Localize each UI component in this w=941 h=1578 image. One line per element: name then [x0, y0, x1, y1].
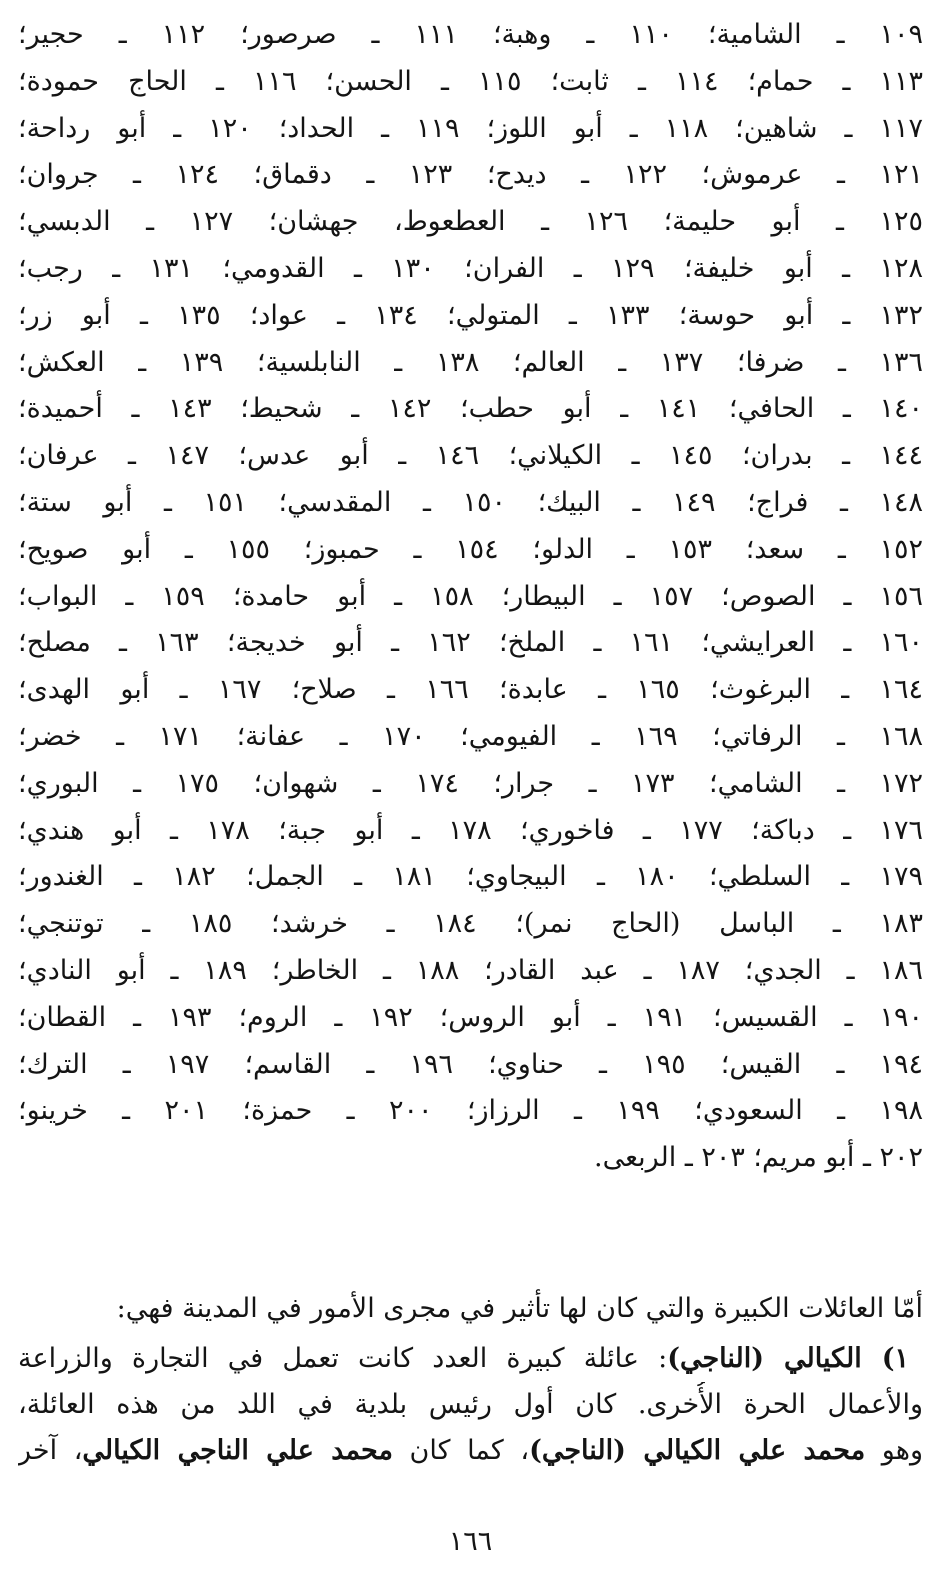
kayyali-paragraph [18, 1336, 923, 1474]
list-line: ١٩٤ ـ القيس؛ ١٩٥ ـ حناوي؛ ١٩٦ ـ القاسم؛ ١٩٧ ـ الترك؛ [18, 1048, 923, 1080]
family-heading: ١) الكيالي (الناجي) [667, 1343, 909, 1374]
list-line: ١٦٨ ـ الرفاتي؛ ١٦٩ ـ الفيومي؛ ١٧٠ ـ عفانة؛ ١٧١ ـ خضر؛ [18, 720, 923, 752]
list-line: ١٧٢ ـ الشامي؛ ١٧٣ ـ جرار؛ ١٧٤ ـ شهوان؛ ١٧٥ ـ البوري؛ [18, 767, 923, 799]
list-line: ١٤٤ ـ بدران؛ ١٤٥ ـ الكيلاني؛ ١٤٦ ـ أبو عدس؛ ١٤٧ ـ عرفان؛ [18, 440, 923, 472]
list-line: ١٩٠ ـ القسيس؛ ١٩١ ـ أبو الروس؛ ١٩٢ ـ الروم؛ ١٩٣ ـ القطان؛ [18, 1001, 923, 1033]
list-line: ١٩٨ ـ السعودي؛ ١٩٩ ـ الرزاز؛ ٢٠٠ ـ حمزة؛ ٢٠١ ـ خرينو؛ [18, 1095, 923, 1127]
list-line: ١٤٨ ـ فراج؛ ١٤٩ ـ البيك؛ ١٥٠ ـ المقدسي؛ ١٥١ ـ أبو ستة؛ [18, 486, 923, 518]
paragraph-text: ، آخر [18, 1435, 83, 1466]
paragraph-line [18, 1428, 923, 1474]
list-line: ٢٠٢ ـ أبو مريم؛ ٢٠٣ ـ الربعى. [594, 1142, 923, 1174]
list-line: ١١٧ ـ شاهين؛ ١١٨ ـ أبو اللوز؛ ١١٩ ـ الحداد؛ ١٢٠ ـ أبو رداحة؛ [18, 112, 923, 144]
intro-sentence: أمّا العائلات الكبيرة والتي كان لها تأثير في مجرى الأمور في المدينة فهي: [116, 1293, 923, 1324]
list-line: ١٥٦ ـ الصوص؛ ١٥٧ ـ البيطار؛ ١٥٨ ـ أبو حامدة؛ ١٥٩ ـ البواب؛ [18, 580, 923, 612]
list-line: ١١٣ ـ حمام؛ ١١٤ ـ ثابت؛ ١١٥ ـ الحسن؛ ١١٦ ـ الحاج حمودة؛ [18, 65, 923, 97]
list-line: ١٧٦ ـ دباكة؛ ١٧٧ ـ فاخوري؛ ١٧٨ ـ أبو جبة؛ ١٧٨ ـ أبو هندي؛ [18, 814, 923, 846]
person-name: محمد علي الكيالي (الناجي) [529, 1435, 866, 1466]
list-line: ١٦٤ ـ البرغوث؛ ١٦٥ ـ عابدة؛ ١٦٦ ـ صلاح؛ ١٦٧ ـ أبو الهدى؛ [18, 674, 923, 706]
person-name: محمد علي الناجي الكيالي [82, 1435, 393, 1466]
paragraph-text: : عائلة كبيرة العدد كانت تعمل في التجارة والزراعة [18, 1343, 668, 1374]
list-line: ١٨٦ ـ الجدي؛ ١٨٧ ـ عبد القادر؛ ١٨٨ ـ الخاطر؛ ١٨٩ ـ أبو النادي؛ [18, 954, 923, 986]
list-line: ١٢١ ـ عرموش؛ ١٢٢ ـ ديدح؛ ١٢٣ ـ دقماق؛ ١٢٤ ـ جروان؛ [18, 159, 923, 191]
list-line: ١٥٢ ـ سعد؛ ١٥٣ ـ الدلو؛ ١٥٤ ـ حمبوز؛ ١٥٥ ـ أبو صويح؛ [18, 533, 923, 565]
list-line: ١٨٣ ـ الباسل (الحاج نمر)؛ ١٨٤ ـ خرشد؛ ١٨٥ ـ توتنجي؛ [18, 908, 923, 940]
list-line: ١٠٩ ـ الشامية؛ ١١٠ ـ وهبة؛ ١١١ ـ صرصور؛ ١١٢ ـ حجير؛ [18, 19, 923, 50]
paragraph-line [18, 1336, 923, 1382]
family-list [18, 12, 923, 1182]
list-line: ١٢٥ ـ أبو حليمة؛ ١٢٦ ـ العطعوط، جهشان؛ ١٢٧ ـ الدبسي؛ [18, 206, 923, 238]
list-line: ١٢٨ ـ أبو خليفة؛ ١٢٩ ـ الفران؛ ١٣٠ ـ القدومي؛ ١٣١ ـ رجب؛ [18, 252, 923, 284]
list-line: ١٧٩ ـ السلطي؛ ١٨٠ ـ البيجاوي؛ ١٨١ ـ الجمل؛ ١٨٢ ـ الغندور؛ [18, 861, 923, 893]
list-line: ١٤٠ ـ الحافي؛ ١٤١ ـ أبو حطب؛ ١٤٢ ـ شحيط؛ ١٤٣ ـ أحميدة؛ [18, 393, 923, 425]
list-line: ١٣٦ ـ ضرفا؛ ١٣٧ ـ العالم؛ ١٣٨ ـ النابلسية؛ ١٣٩ ـ العكش؛ [18, 346, 923, 378]
list-line: ١٦٠ ـ العرايشي؛ ١٦١ ـ الملخ؛ ١٦٢ ـ أبو خديجة؛ ١٦٣ ـ مصلح؛ [18, 627, 923, 659]
paragraph-text: ، كما كان [392, 1435, 530, 1466]
page-number: ١٦٦ [448, 1526, 493, 1557]
paragraph-text: وهو [865, 1435, 923, 1466]
list-line: ١٣٢ ـ أبو حوسة؛ ١٣٣ ـ المتولي؛ ١٣٤ ـ عواد؛ ١٣٥ ـ أبو زر؛ [18, 299, 923, 331]
paragraph-line: والأعمال الحرة الأُخرى. كان أول رئيس بلدية في اللد من هذه العائلة، [18, 1389, 923, 1420]
